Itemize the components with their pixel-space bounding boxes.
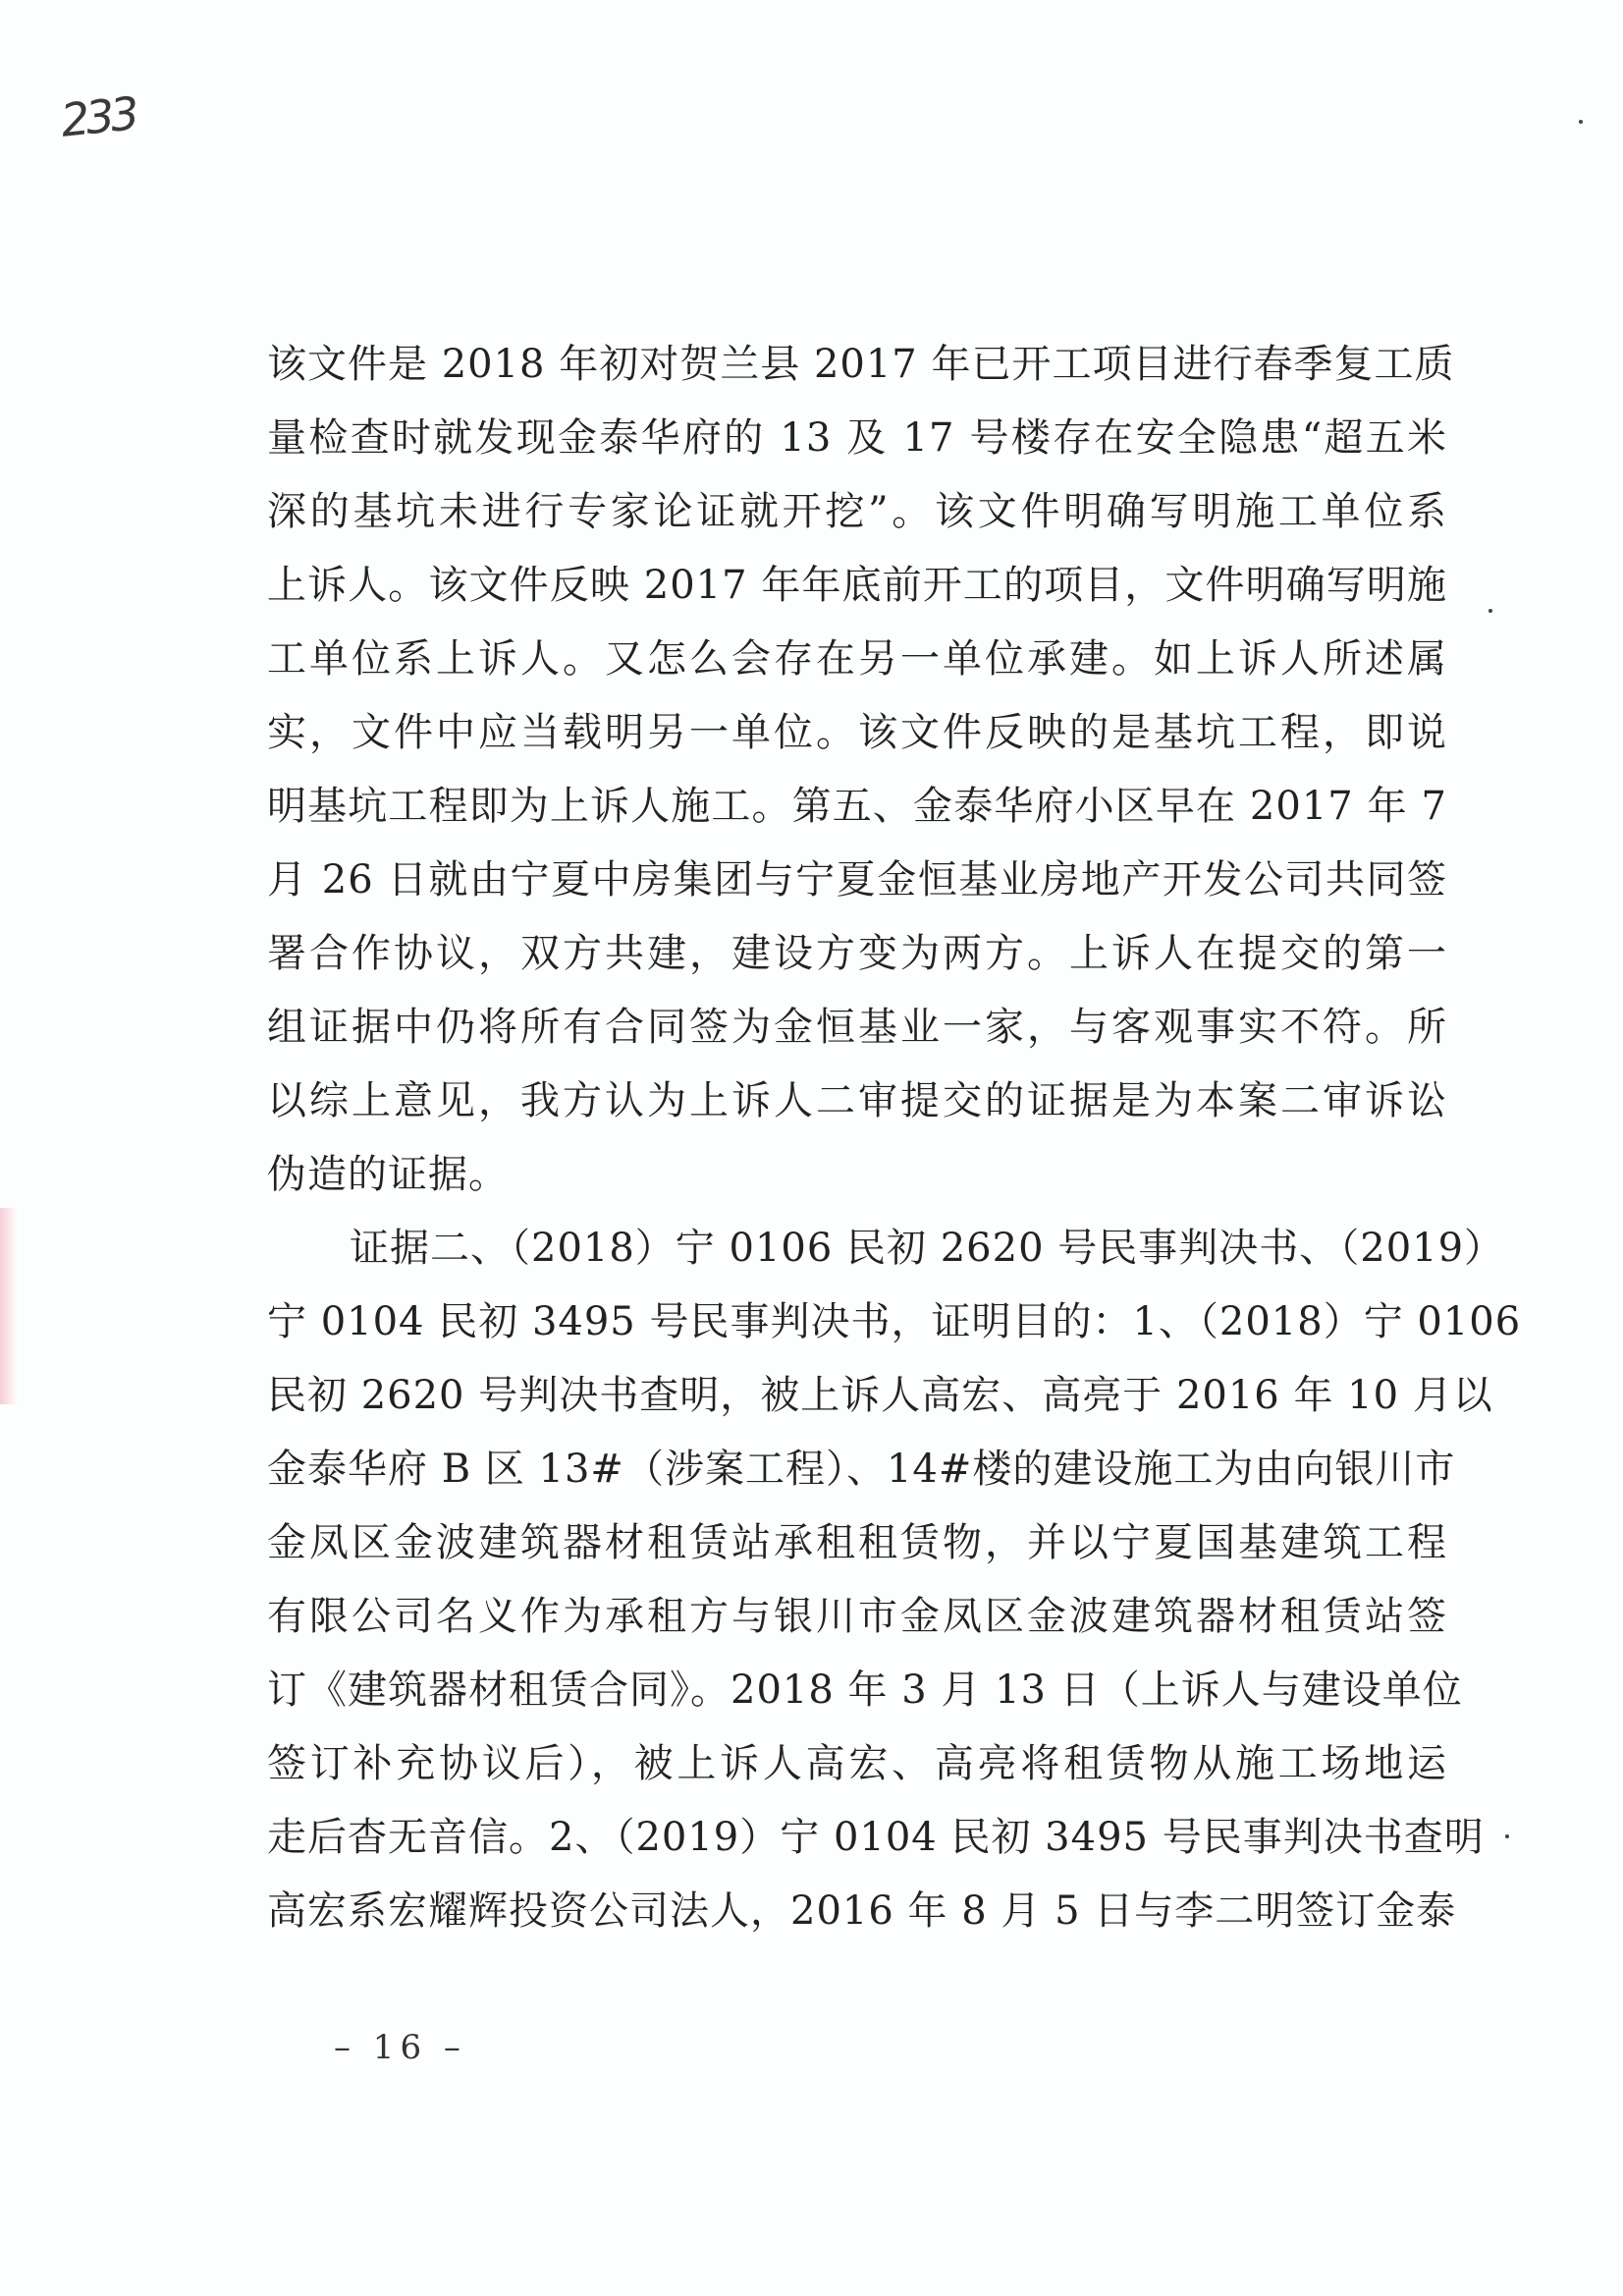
text-line: 民初 2620 号判决书查明，被上诉人高宏、高亮于 2016 年 10 月以 xyxy=(267,1373,1493,1418)
text-line: 金泰华府 B 区 13#（涉案工程）、14#楼的建设施工为由向银川市 xyxy=(267,1447,1456,1492)
text-line: 高宏系宏耀辉投资公司法人，2016 年 8 月 5 日与李二明签订金泰 xyxy=(267,1888,1457,1934)
scan-speck xyxy=(1505,1834,1509,1838)
paragraph-1 xyxy=(267,328,1455,1212)
text-line: 工单位系上诉人。又怎么会存在另一单位承建。如上诉人所述属 xyxy=(267,636,1447,682)
text-line: 明基坑工程即为上诉人施工。第五、金泰华府小区早在 2017 年 7 xyxy=(267,784,1447,829)
body-text xyxy=(267,328,1522,1948)
text-line: 签订补充协议后），被上诉人高宏、高亮将租赁物从施工场地运 xyxy=(267,1741,1447,1786)
text-line: 证据二、（2018）宁 0106 民初 2620 号民事判决书、（2019） xyxy=(350,1226,1505,1271)
text-line: 走后杳无音信。2、（2019）宁 0104 民初 3495 号民事判决书查明 xyxy=(267,1815,1485,1860)
text-line: 深的基坑未进行专家论证就开挖”。该文件明确写明施工单位系 xyxy=(267,489,1447,534)
text-line: 伪造的证据。 xyxy=(267,1152,509,1197)
text-line: 上诉人。该文件反映 2017 年年底前开工的项目，文件明确写明施 xyxy=(267,563,1447,608)
text-line: 署合作协议，双方共建，建设方变为两方。上诉人在提交的第一 xyxy=(267,931,1447,976)
paragraph-2 xyxy=(267,1212,1522,1948)
text-line: 实，文件中应当载明另一单位。该文件反映的是基坑工程，即说 xyxy=(267,710,1447,755)
text-line: 组证据中仍将所有合同签为金恒基业一家，与客观事实不符。所 xyxy=(267,1005,1447,1050)
text-line: 金凤区金波建筑器材租赁站承租租赁物，并以宁夏国基建筑工程 xyxy=(267,1520,1447,1565)
handwritten-page-mark: 233 xyxy=(58,86,138,147)
edge-stain xyxy=(0,1208,18,1404)
text-line: 订《建筑器材租赁合同》。2018 年 3 月 13 日（上诉人与建设单位 xyxy=(267,1667,1463,1713)
text-line: 量检查时就发现金泰华府的 13 及 17 号楼存在安全隐患“超五米 xyxy=(267,415,1447,461)
text-line: 月 26 日就由宁夏中房集团与宁夏金恒基业房地产开发公司共同签 xyxy=(267,857,1447,902)
scan-speck xyxy=(1579,120,1583,124)
scan-speck xyxy=(1488,609,1492,613)
text-line: 以综上意见，我方认为上诉人二审提交的证据是为本案二审诉讼 xyxy=(267,1078,1447,1123)
page-number: – 16 – xyxy=(334,2028,466,2067)
text-line: 宁 0104 民初 3495 号民事判决书，证明目的：1、（2018）宁 0106 xyxy=(267,1299,1522,1344)
text-line: 该文件是 2018 年初对贺兰县 2017 年已开工项目进行春季复工质 xyxy=(267,342,1455,387)
text-line: 有限公司名义作为承租方与银川市金凤区金波建筑器材租赁站签 xyxy=(267,1594,1447,1639)
